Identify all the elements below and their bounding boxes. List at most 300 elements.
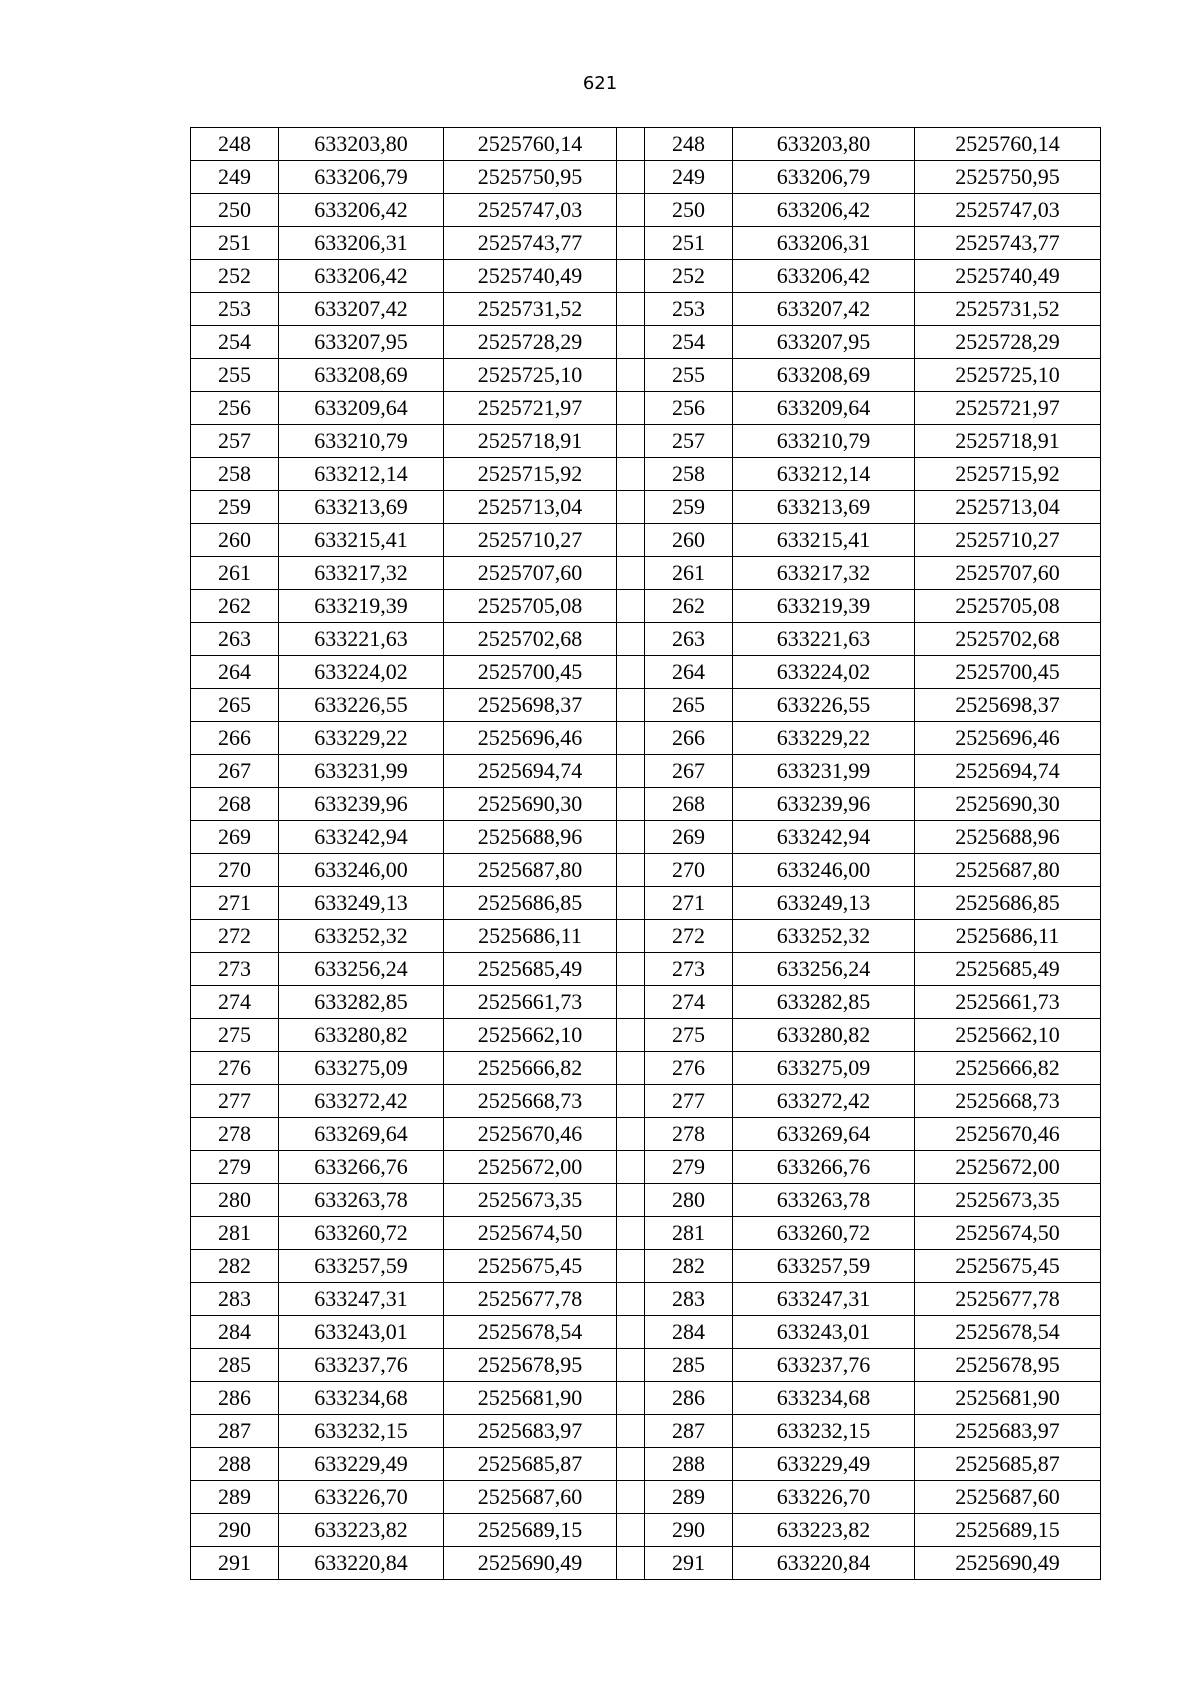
left-x-coordinate: 633226,55	[279, 689, 444, 722]
right-y-coordinate: 2525740,49	[915, 260, 1101, 293]
right-x-coordinate: 633260,72	[733, 1217, 915, 1250]
left-point-number: 273	[191, 953, 279, 986]
table-row	[191, 1481, 1101, 1514]
right-y-coordinate: 2525685,49	[915, 953, 1101, 986]
left-x-coordinate: 633229,22	[279, 722, 444, 755]
left-y-coordinate: 2525668,73	[444, 1085, 617, 1118]
left-y-coordinate: 2525721,97	[444, 392, 617, 425]
left-y-coordinate: 2525705,08	[444, 590, 617, 623]
right-y-coordinate: 2525686,85	[915, 887, 1101, 920]
separator-cell	[617, 1283, 645, 1316]
left-y-coordinate: 2525670,46	[444, 1118, 617, 1151]
right-x-coordinate: 633257,59	[733, 1250, 915, 1283]
right-x-coordinate: 633231,99	[733, 755, 915, 788]
left-y-coordinate: 2525662,10	[444, 1019, 617, 1052]
separator-cell	[617, 392, 645, 425]
left-x-coordinate: 633275,09	[279, 1052, 444, 1085]
left-point-number: 252	[191, 260, 279, 293]
right-y-coordinate: 2525710,27	[915, 524, 1101, 557]
table-row	[191, 623, 1101, 656]
separator-cell	[617, 557, 645, 590]
right-x-coordinate: 633206,42	[733, 260, 915, 293]
table-row	[191, 1547, 1101, 1580]
right-point-number: 251	[645, 227, 733, 260]
right-x-coordinate: 633269,64	[733, 1118, 915, 1151]
separator-cell	[617, 788, 645, 821]
right-y-coordinate: 2525750,95	[915, 161, 1101, 194]
left-y-coordinate: 2525687,60	[444, 1481, 617, 1514]
right-x-coordinate: 633226,70	[733, 1481, 915, 1514]
right-point-number: 288	[645, 1448, 733, 1481]
left-point-number: 282	[191, 1250, 279, 1283]
left-y-coordinate: 2525661,73	[444, 986, 617, 1019]
left-y-coordinate: 2525707,60	[444, 557, 617, 590]
right-y-coordinate: 2525743,77	[915, 227, 1101, 260]
left-y-coordinate: 2525672,00	[444, 1151, 617, 1184]
right-point-number: 260	[645, 524, 733, 557]
right-point-number: 285	[645, 1349, 733, 1382]
left-x-coordinate: 633260,72	[279, 1217, 444, 1250]
left-y-coordinate: 2525694,74	[444, 755, 617, 788]
right-point-number: 281	[645, 1217, 733, 1250]
separator-cell	[617, 953, 645, 986]
separator-cell	[617, 986, 645, 1019]
right-x-coordinate: 633207,95	[733, 326, 915, 359]
right-x-coordinate: 633224,02	[733, 656, 915, 689]
left-y-coordinate: 2525718,91	[444, 425, 617, 458]
separator-cell	[617, 458, 645, 491]
right-x-coordinate: 633263,78	[733, 1184, 915, 1217]
right-point-number: 249	[645, 161, 733, 194]
separator-cell	[617, 590, 645, 623]
right-y-coordinate: 2525696,46	[915, 722, 1101, 755]
left-x-coordinate: 633234,68	[279, 1382, 444, 1415]
table-row	[191, 293, 1101, 326]
right-y-coordinate: 2525670,46	[915, 1118, 1101, 1151]
left-x-coordinate: 633266,76	[279, 1151, 444, 1184]
right-x-coordinate: 633206,42	[733, 194, 915, 227]
left-y-coordinate: 2525686,85	[444, 887, 617, 920]
right-y-coordinate: 2525690,49	[915, 1547, 1101, 1580]
right-point-number: 248	[645, 128, 733, 161]
table-row	[191, 821, 1101, 854]
separator-cell	[617, 821, 645, 854]
left-x-coordinate: 633206,79	[279, 161, 444, 194]
right-point-number: 263	[645, 623, 733, 656]
left-point-number: 259	[191, 491, 279, 524]
separator-cell	[617, 1118, 645, 1151]
left-y-coordinate: 2525683,97	[444, 1415, 617, 1448]
right-y-coordinate: 2525674,50	[915, 1217, 1101, 1250]
separator-cell	[617, 260, 645, 293]
separator-cell	[617, 1514, 645, 1547]
left-x-coordinate: 633223,82	[279, 1514, 444, 1547]
right-point-number: 265	[645, 689, 733, 722]
right-x-coordinate: 633223,82	[733, 1514, 915, 1547]
left-y-coordinate: 2525678,95	[444, 1349, 617, 1382]
right-y-coordinate: 2525666,82	[915, 1052, 1101, 1085]
right-point-number: 267	[645, 755, 733, 788]
left-x-coordinate: 633263,78	[279, 1184, 444, 1217]
right-x-coordinate: 633208,69	[733, 359, 915, 392]
left-x-coordinate: 633256,24	[279, 953, 444, 986]
left-x-coordinate: 633239,96	[279, 788, 444, 821]
left-x-coordinate: 633252,32	[279, 920, 444, 953]
left-x-coordinate: 633229,49	[279, 1448, 444, 1481]
left-x-coordinate: 633220,84	[279, 1547, 444, 1580]
left-y-coordinate: 2525698,37	[444, 689, 617, 722]
right-point-number: 274	[645, 986, 733, 1019]
left-x-coordinate: 633272,42	[279, 1085, 444, 1118]
right-x-coordinate: 633237,76	[733, 1349, 915, 1382]
right-y-coordinate: 2525673,35	[915, 1184, 1101, 1217]
right-x-coordinate: 633256,24	[733, 953, 915, 986]
right-y-coordinate: 2525688,96	[915, 821, 1101, 854]
right-y-coordinate: 2525725,10	[915, 359, 1101, 392]
separator-cell	[617, 1085, 645, 1118]
left-point-number: 262	[191, 590, 279, 623]
left-x-coordinate: 633269,64	[279, 1118, 444, 1151]
right-x-coordinate: 633272,42	[733, 1085, 915, 1118]
right-x-coordinate: 633246,00	[733, 854, 915, 887]
left-x-coordinate: 633231,99	[279, 755, 444, 788]
right-point-number: 258	[645, 458, 733, 491]
right-y-coordinate: 2525678,95	[915, 1349, 1101, 1382]
right-x-coordinate: 633280,82	[733, 1019, 915, 1052]
left-x-coordinate: 633217,32	[279, 557, 444, 590]
left-x-coordinate: 633206,42	[279, 260, 444, 293]
left-point-number: 248	[191, 128, 279, 161]
right-y-coordinate: 2525668,73	[915, 1085, 1101, 1118]
left-point-number: 254	[191, 326, 279, 359]
left-y-coordinate: 2525673,35	[444, 1184, 617, 1217]
right-y-coordinate: 2525728,29	[915, 326, 1101, 359]
left-y-coordinate: 2525675,45	[444, 1250, 617, 1283]
table-row	[191, 755, 1101, 788]
left-point-number: 261	[191, 557, 279, 590]
right-y-coordinate: 2525678,54	[915, 1316, 1101, 1349]
left-point-number: 272	[191, 920, 279, 953]
separator-cell	[617, 524, 645, 557]
right-y-coordinate: 2525672,00	[915, 1151, 1101, 1184]
right-x-coordinate: 633234,68	[733, 1382, 915, 1415]
right-y-coordinate: 2525675,45	[915, 1250, 1101, 1283]
separator-cell	[617, 1481, 645, 1514]
right-point-number: 280	[645, 1184, 733, 1217]
left-x-coordinate: 633207,95	[279, 326, 444, 359]
left-x-coordinate: 633212,14	[279, 458, 444, 491]
table-row	[191, 953, 1101, 986]
right-point-number: 253	[645, 293, 733, 326]
left-y-coordinate: 2525750,95	[444, 161, 617, 194]
separator-cell	[617, 491, 645, 524]
left-point-number: 274	[191, 986, 279, 1019]
right-x-coordinate: 633215,41	[733, 524, 915, 557]
right-x-coordinate: 633247,31	[733, 1283, 915, 1316]
left-y-coordinate: 2525725,10	[444, 359, 617, 392]
table-row	[191, 1448, 1101, 1481]
left-point-number: 279	[191, 1151, 279, 1184]
table-row	[191, 392, 1101, 425]
left-point-number: 288	[191, 1448, 279, 1481]
right-point-number: 259	[645, 491, 733, 524]
left-x-coordinate: 633232,15	[279, 1415, 444, 1448]
right-y-coordinate: 2525685,87	[915, 1448, 1101, 1481]
separator-cell	[617, 326, 645, 359]
table-row	[191, 689, 1101, 722]
left-y-coordinate: 2525743,77	[444, 227, 617, 260]
right-y-coordinate: 2525687,80	[915, 854, 1101, 887]
right-point-number: 256	[645, 392, 733, 425]
left-y-coordinate: 2525747,03	[444, 194, 617, 227]
separator-cell	[617, 359, 645, 392]
left-y-coordinate: 2525685,49	[444, 953, 617, 986]
right-y-coordinate: 2525731,52	[915, 293, 1101, 326]
right-point-number: 270	[645, 854, 733, 887]
right-point-number: 261	[645, 557, 733, 590]
right-y-coordinate: 2525677,78	[915, 1283, 1101, 1316]
left-y-coordinate: 2525689,15	[444, 1514, 617, 1547]
right-x-coordinate: 633229,22	[733, 722, 915, 755]
right-x-coordinate: 633217,32	[733, 557, 915, 590]
page-number: 621	[582, 73, 618, 94]
right-x-coordinate: 633239,96	[733, 788, 915, 821]
right-point-number: 278	[645, 1118, 733, 1151]
table-row	[191, 656, 1101, 689]
left-point-number: 291	[191, 1547, 279, 1580]
left-point-number: 263	[191, 623, 279, 656]
left-y-coordinate: 2525688,96	[444, 821, 617, 854]
right-point-number: 271	[645, 887, 733, 920]
right-point-number: 276	[645, 1052, 733, 1085]
left-point-number: 276	[191, 1052, 279, 1085]
left-x-coordinate: 633208,69	[279, 359, 444, 392]
table-row	[191, 260, 1101, 293]
right-x-coordinate: 633249,13	[733, 887, 915, 920]
left-y-coordinate: 2525731,52	[444, 293, 617, 326]
table-row	[191, 986, 1101, 1019]
right-y-coordinate: 2525705,08	[915, 590, 1101, 623]
right-y-coordinate: 2525718,91	[915, 425, 1101, 458]
separator-cell	[617, 623, 645, 656]
table-row	[191, 920, 1101, 953]
left-point-number: 256	[191, 392, 279, 425]
left-y-coordinate: 2525687,80	[444, 854, 617, 887]
left-point-number: 286	[191, 1382, 279, 1415]
left-point-number: 258	[191, 458, 279, 491]
left-y-coordinate: 2525702,68	[444, 623, 617, 656]
right-x-coordinate: 633226,55	[733, 689, 915, 722]
left-point-number: 283	[191, 1283, 279, 1316]
table-row	[191, 1085, 1101, 1118]
table-row	[191, 854, 1101, 887]
separator-cell	[617, 1547, 645, 1580]
right-x-coordinate: 633220,84	[733, 1547, 915, 1580]
left-x-coordinate: 633209,64	[279, 392, 444, 425]
right-y-coordinate: 2525681,90	[915, 1382, 1101, 1415]
left-y-coordinate: 2525713,04	[444, 491, 617, 524]
right-point-number: 257	[645, 425, 733, 458]
right-point-number: 272	[645, 920, 733, 953]
table-row	[191, 128, 1101, 161]
table-row	[191, 458, 1101, 491]
left-x-coordinate: 633221,63	[279, 623, 444, 656]
right-x-coordinate: 633242,94	[733, 821, 915, 854]
right-point-number: 279	[645, 1151, 733, 1184]
right-point-number: 286	[645, 1382, 733, 1415]
left-y-coordinate: 2525690,49	[444, 1547, 617, 1580]
right-y-coordinate: 2525698,37	[915, 689, 1101, 722]
right-point-number: 262	[645, 590, 733, 623]
left-x-coordinate: 633215,41	[279, 524, 444, 557]
right-y-coordinate: 2525702,68	[915, 623, 1101, 656]
left-point-number: 251	[191, 227, 279, 260]
right-y-coordinate: 2525760,14	[915, 128, 1101, 161]
separator-cell	[617, 1151, 645, 1184]
table-row	[191, 1514, 1101, 1547]
left-x-coordinate: 633210,79	[279, 425, 444, 458]
separator-cell	[617, 1349, 645, 1382]
separator-cell	[617, 293, 645, 326]
separator-cell	[617, 194, 645, 227]
left-point-number: 285	[191, 1349, 279, 1382]
right-point-number: 254	[645, 326, 733, 359]
right-y-coordinate: 2525707,60	[915, 557, 1101, 590]
right-y-coordinate: 2525690,30	[915, 788, 1101, 821]
left-x-coordinate: 633226,70	[279, 1481, 444, 1514]
left-y-coordinate: 2525678,54	[444, 1316, 617, 1349]
table-row	[191, 1349, 1101, 1382]
left-point-number: 257	[191, 425, 279, 458]
right-x-coordinate: 633275,09	[733, 1052, 915, 1085]
left-x-coordinate: 633207,42	[279, 293, 444, 326]
left-x-coordinate: 633247,31	[279, 1283, 444, 1316]
separator-cell	[617, 1448, 645, 1481]
right-x-coordinate: 633210,79	[733, 425, 915, 458]
left-x-coordinate: 633249,13	[279, 887, 444, 920]
table-row	[191, 1250, 1101, 1283]
left-y-coordinate: 2525740,49	[444, 260, 617, 293]
table-row	[191, 722, 1101, 755]
left-point-number: 250	[191, 194, 279, 227]
separator-cell	[617, 755, 645, 788]
left-y-coordinate: 2525710,27	[444, 524, 617, 557]
right-point-number: 284	[645, 1316, 733, 1349]
right-x-coordinate: 633221,63	[733, 623, 915, 656]
right-x-coordinate: 633266,76	[733, 1151, 915, 1184]
left-x-coordinate: 633224,02	[279, 656, 444, 689]
right-y-coordinate: 2525715,92	[915, 458, 1101, 491]
left-y-coordinate: 2525677,78	[444, 1283, 617, 1316]
left-point-number: 281	[191, 1217, 279, 1250]
left-x-coordinate: 633243,01	[279, 1316, 444, 1349]
separator-cell	[617, 1052, 645, 1085]
table-row	[191, 1019, 1101, 1052]
right-y-coordinate: 2525661,73	[915, 986, 1101, 1019]
coordinates-table	[190, 127, 1101, 1580]
right-y-coordinate: 2525713,04	[915, 491, 1101, 524]
table-row	[191, 194, 1101, 227]
table-row	[191, 1118, 1101, 1151]
right-point-number: 273	[645, 953, 733, 986]
separator-cell	[617, 854, 645, 887]
right-point-number: 255	[645, 359, 733, 392]
right-x-coordinate: 633229,49	[733, 1448, 915, 1481]
right-point-number: 250	[645, 194, 733, 227]
table-row	[191, 788, 1101, 821]
left-x-coordinate: 633246,00	[279, 854, 444, 887]
right-x-coordinate: 633252,32	[733, 920, 915, 953]
left-y-coordinate: 2525690,30	[444, 788, 617, 821]
left-x-coordinate: 633242,94	[279, 821, 444, 854]
right-x-coordinate: 633206,31	[733, 227, 915, 260]
right-y-coordinate: 2525747,03	[915, 194, 1101, 227]
table-row	[191, 359, 1101, 392]
table-row	[191, 887, 1101, 920]
right-x-coordinate: 633219,39	[733, 590, 915, 623]
table-row	[191, 161, 1101, 194]
left-y-coordinate: 2525685,87	[444, 1448, 617, 1481]
right-y-coordinate: 2525687,60	[915, 1481, 1101, 1514]
separator-cell	[617, 887, 645, 920]
right-x-coordinate: 633203,80	[733, 128, 915, 161]
right-y-coordinate: 2525686,11	[915, 920, 1101, 953]
separator-cell	[617, 227, 645, 260]
separator-cell	[617, 425, 645, 458]
right-point-number: 252	[645, 260, 733, 293]
right-x-coordinate: 633206,79	[733, 161, 915, 194]
separator-cell	[617, 128, 645, 161]
left-point-number: 278	[191, 1118, 279, 1151]
separator-cell	[617, 656, 645, 689]
left-point-number: 289	[191, 1481, 279, 1514]
left-point-number: 290	[191, 1514, 279, 1547]
left-y-coordinate: 2525760,14	[444, 128, 617, 161]
left-x-coordinate: 633206,31	[279, 227, 444, 260]
right-y-coordinate: 2525700,45	[915, 656, 1101, 689]
table-row	[191, 1415, 1101, 1448]
table-row	[191, 1316, 1101, 1349]
right-y-coordinate: 2525683,97	[915, 1415, 1101, 1448]
left-point-number: 264	[191, 656, 279, 689]
left-point-number: 268	[191, 788, 279, 821]
left-point-number: 269	[191, 821, 279, 854]
left-y-coordinate: 2525700,45	[444, 656, 617, 689]
table-row	[191, 524, 1101, 557]
left-x-coordinate: 633280,82	[279, 1019, 444, 1052]
left-x-coordinate: 633282,85	[279, 986, 444, 1019]
right-point-number: 277	[645, 1085, 733, 1118]
right-point-number: 291	[645, 1547, 733, 1580]
left-x-coordinate: 633237,76	[279, 1349, 444, 1382]
right-x-coordinate: 633282,85	[733, 986, 915, 1019]
table-row	[191, 227, 1101, 260]
left-x-coordinate: 633257,59	[279, 1250, 444, 1283]
left-point-number: 275	[191, 1019, 279, 1052]
left-point-number: 255	[191, 359, 279, 392]
table-row	[191, 1217, 1101, 1250]
left-point-number: 260	[191, 524, 279, 557]
left-point-number: 284	[191, 1316, 279, 1349]
left-point-number: 271	[191, 887, 279, 920]
coordinates-table-body	[191, 128, 1101, 1580]
right-x-coordinate: 633209,64	[733, 392, 915, 425]
table-row	[191, 1151, 1101, 1184]
left-y-coordinate: 2525686,11	[444, 920, 617, 953]
left-y-coordinate: 2525715,92	[444, 458, 617, 491]
left-point-number: 265	[191, 689, 279, 722]
left-y-coordinate: 2525666,82	[444, 1052, 617, 1085]
